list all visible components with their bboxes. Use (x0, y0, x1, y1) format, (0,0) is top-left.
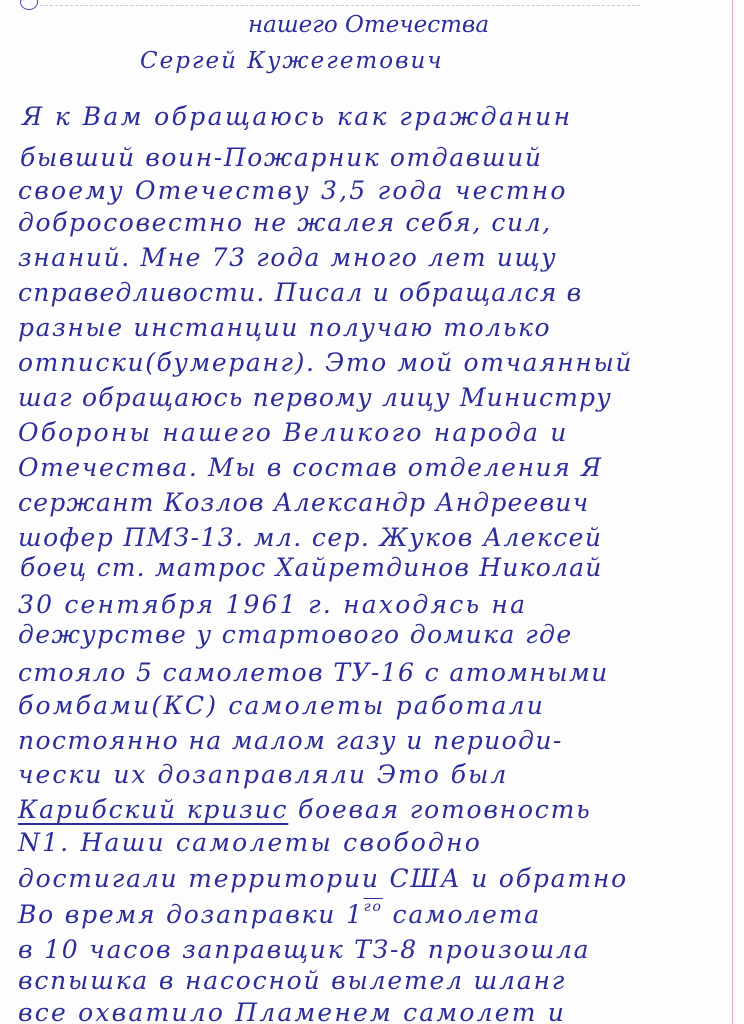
body-line: вспышка в насосной вылетел шланг (18, 966, 567, 995)
body-line: все охватило Пламенем самолет и (18, 998, 567, 1024)
body-line: N1. Наши самолеты свободно (18, 828, 482, 857)
body-line-tail: самолета (392, 900, 541, 929)
body-line: достигали территории США и обратно (18, 864, 628, 893)
body-line: отписки(бумеранг). Это мой отчаянный (18, 348, 634, 377)
cut-off-previous-line (40, 0, 640, 6)
ordinal-number: 1 (345, 900, 364, 929)
body-line: Отечества. Мы в состав отделения Я (18, 453, 603, 482)
body-line: в 10 часов заправщик ТЗ-8 произошла (18, 935, 591, 964)
ordinal-superscript: го (363, 899, 383, 915)
page-corner-mark (20, 0, 38, 10)
body-line-with-superscript (18, 900, 541, 927)
body-line: стояло 5 самолетов ТУ-16 с атомными (18, 658, 609, 687)
heading-line-1: нашего Отечества (248, 12, 490, 38)
body-line: разные инстанции получаю только (18, 313, 552, 342)
page-margin-line (732, 0, 733, 1024)
body-line: 30 сентября 1961 г. находясь на (18, 590, 528, 619)
body-line: постоянно на малом газу и периоди- (18, 726, 563, 755)
body-line: шофер ПМЗ-13. мл. сер. Жуков Алексей (18, 523, 603, 552)
body-line: своему Отечеству 3,5 года честно (18, 176, 568, 205)
body-line: сержант Козлов Александр Андреевич (18, 488, 590, 517)
body-line: чески их дозаправляли Это был (18, 760, 509, 789)
body-line: боец ст. матрос Хайретдинов Николай (20, 553, 603, 582)
body-line-with-underline (18, 797, 592, 822)
body-line: бомбами(КС) самолеты работали (18, 691, 546, 720)
body-line: Я к Вам обращаюсь как гражданин (22, 102, 573, 131)
body-line: шаг обращаюсь первому лицу Министру (18, 383, 612, 412)
underlined-phrase: Карибский кризис (18, 795, 289, 824)
body-line-head: Во время дозаправки (18, 900, 337, 929)
body-line-tail: боевая готовность (298, 795, 592, 824)
body-line: бывший воин-Пожарник отдавший (20, 143, 543, 172)
heading-line-2: Сергей Кужегетович (140, 48, 444, 74)
body-line: Обороны нашего Великого народа и (18, 418, 569, 447)
body-line: дежурстве у стартового домика где (18, 620, 573, 649)
body-line: знаний. Мне 73 года много лет ищу (18, 243, 558, 272)
body-line: добросовестно не жалея себя, сил, (18, 208, 552, 237)
body-line: справедливости. Писал и обращался в (18, 278, 583, 307)
